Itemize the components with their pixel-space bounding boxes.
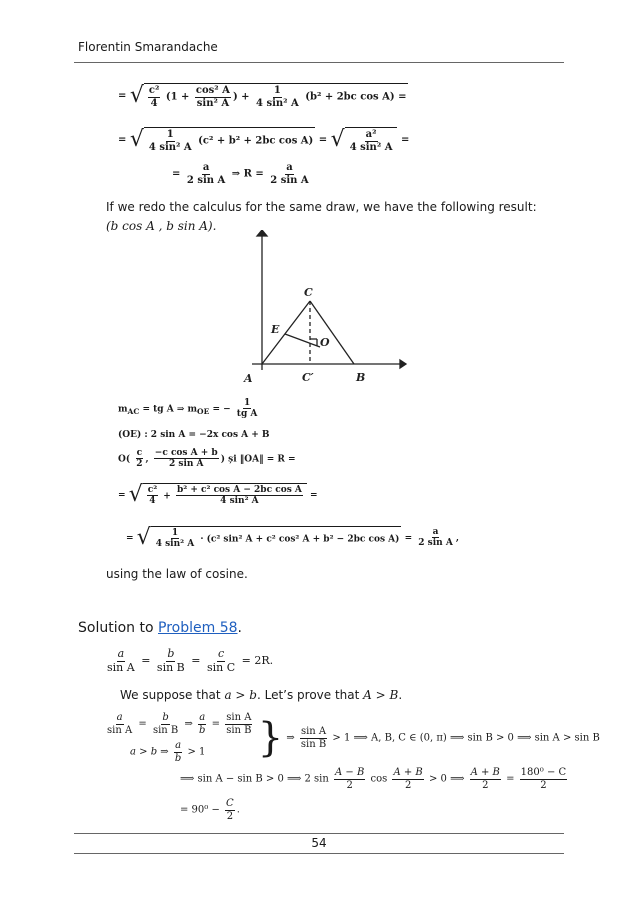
running-header: Florentin Smarandache: [78, 40, 218, 54]
triangle-figure: [230, 230, 410, 390]
paragraph: We suppose that a > b. Let’s prove that A > B.: [120, 688, 403, 702]
equation-system: $\frac{a}{\text{sin A}}$ = $\frac{b}{\text{sin B}}$ ⇒ $\frac{a}{b}$ = $\frac{\text{sin A}}{\text{sin B}}$ a > b ⇒ $\frac{a}{b}$ > 1 } ⇒ $\frac{\text{sin A}}{\text{sin B}}$ > 1 ⟹ A, B, C ∈ (0, π) ⟹ sin B > 0 ⟹ sin A > sin B: [107, 712, 600, 764]
equation-line: $m_{AC}$ = tg A ⇒ $m_{OE}$ = − $\frac{1}{\text{tg A}}$: [118, 398, 258, 420]
segment-EO: [285, 334, 320, 347]
label-C: C: [304, 286, 313, 299]
equation-line: (OE) : 2 sin A = −2x cos A + B: [118, 430, 270, 440]
side-CB: [310, 301, 354, 364]
page-number: 54: [311, 836, 327, 850]
equation-line: = √ $\frac{1}{\text{4 sin² A}}$ (c² + b² + 2bc cos A) = √ $\frac{\text{a²}}{\text{4 sin² A}}$ =: [118, 127, 410, 153]
equation-law-of-sines: $\frac{a}{\text{sin A}}$ = $\frac{b}{\text{sin B}}$ = $\frac{c}{\text{sin C}}$ = 2R.: [107, 647, 274, 674]
solution-heading: Solution to Problem 58.: [78, 620, 242, 636]
footer-rule-bottom: [74, 853, 564, 854]
equation-line: O( $\frac{c}{2}$ , $\frac{\text{−c cos A + b}}{\text{2 sin A}}$ ) și ‖OA‖ = R =: [118, 448, 296, 470]
paragraph: If we redo the calculus for the same draw, we have the following result:: [106, 200, 537, 214]
label-E: E: [271, 323, 280, 336]
equation-line: = √ $\frac{\text{c²}}{4}$ (1 + $\frac{\text{cos² A}}{\text{sin² A}}$ ) + $\frac{1}{\text{4 sin² A}}$ (b² + 2bc cos A) =: [118, 83, 407, 109]
x-axis-arrow: [400, 360, 406, 368]
equation-line: = √ $\frac{\text{c²}}{4}$ + $\frac{\text{b² + c² cos A − 2bc cos A}}{\text{4 sin² A}}$ =: [118, 481, 318, 507]
y-axis-arrow: [257, 230, 267, 236]
footer-rule-top: [74, 833, 564, 834]
brace: }: [257, 715, 284, 761]
coordinate-text: (b cos A , b sin A).: [106, 219, 217, 233]
side-AC: [262, 301, 310, 364]
label-A: A: [244, 372, 253, 385]
header-rule: [74, 62, 564, 63]
problem-link[interactable]: Problem 58: [158, 620, 238, 636]
equation-line: = √ $\frac{1}{\text{4 sin² A}}$ · (c² sin² A + c² cos² A + b² − 2bc cos A) = $\frac{a}{\text{2 sin A}}$ ,: [126, 524, 459, 550]
equation-line: = 90⁰ − $\frac{C}{2}$ .: [180, 798, 240, 822]
label-C-prime: C′: [302, 371, 314, 384]
label-O: O: [320, 336, 330, 349]
equation-line: ⟹ sin A − sin B > 0 ⟹ 2 sin $\frac{A - B}{2}$ cos $\frac{A + B}{2}$ > 0 ⟹ $\frac{A + B}{2}$ = $\frac{\text{180⁰ − C}}{2}$: [180, 767, 567, 791]
paragraph: using the law of cosine.: [106, 567, 248, 581]
label-B: B: [356, 371, 366, 384]
equation-line: = $\frac{a}{\text{2 sin A}}$ ⇒ R = $\frac{a}{\text{2 sin A}}$: [172, 162, 309, 186]
